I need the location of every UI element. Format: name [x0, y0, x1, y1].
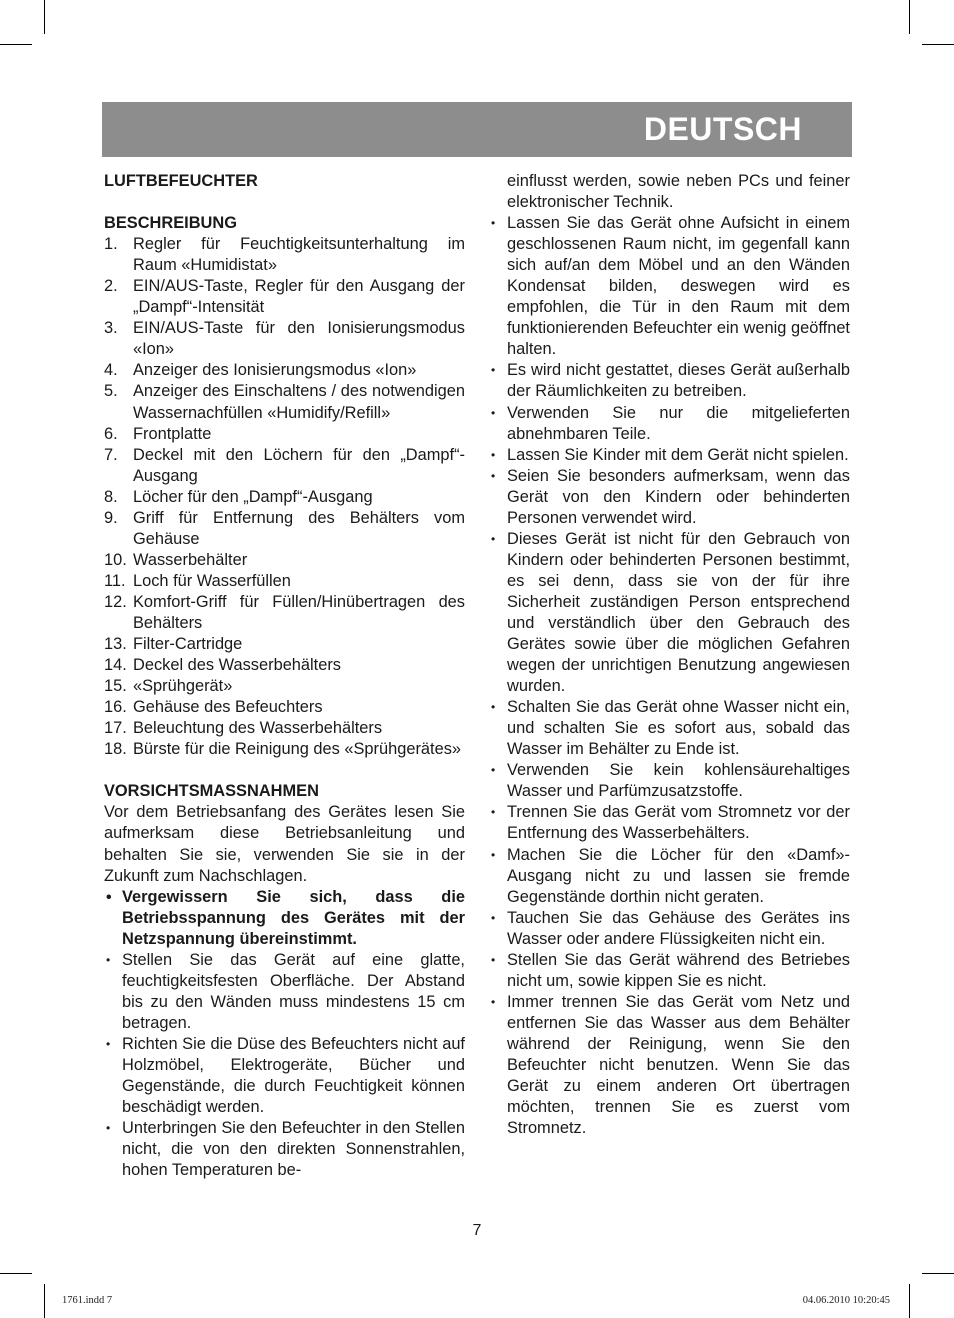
list-item	[489, 845, 850, 908]
list-item	[489, 213, 850, 360]
bullet-text: Lassen Sie Kinder mit dem Gerät nicht spielen.	[507, 445, 849, 464]
bullet-icon: •	[491, 805, 496, 820]
item-number: 11.	[104, 571, 126, 590]
precautions-intro: Vor dem Betriebsanfang des Gerätes lesen Sie aufmerksam diese Betriebsanleitung und behalten Sie sie, verwenden Sie sie in der Zukunft zum Nachschlagen.	[104, 803, 465, 885]
item-number: 18.	[104, 740, 127, 759]
item-number: 12.	[104, 592, 127, 611]
list-item	[104, 360, 465, 381]
crop-mark	[922, 1273, 954, 1274]
item-text: Bürste für die Reinigung des «Sprühgerätes»	[133, 740, 462, 759]
bullet-text: Seien Sie besonders aufmerksam, wenn das Gerät von den Kindern oder behinderten Personen verwendet wird.	[507, 466, 850, 527]
item-number: 10.	[104, 550, 127, 569]
bullet-icon: •	[491, 405, 496, 420]
crop-mark	[0, 1273, 32, 1274]
language-title: DEUTSCH	[643, 111, 802, 147]
bullet-icon: •	[491, 994, 496, 1009]
list-item	[489, 360, 850, 402]
item-text: Anzeiger des Ionisierungsmodus «Ion»	[133, 361, 417, 380]
item-number: 6.	[104, 424, 118, 443]
bullet-icon: •	[106, 1036, 111, 1051]
item-number: 16.	[104, 698, 127, 717]
bullet-text: Machen Sie die Löcher für den «Damf»-Ausgang nicht zu und lassen sie fremde Gegenstände dorthin nicht geraten.	[507, 845, 850, 906]
list-item	[489, 445, 850, 466]
list-item	[489, 403, 850, 445]
list-item	[104, 1118, 465, 1181]
bullet-text: Verwenden Sie kein kohlensäurehaltiges Wasser und Parfümzusatzstoffe.	[507, 761, 850, 801]
list-item	[489, 529, 850, 697]
item-number: 2.	[104, 277, 118, 296]
list-item	[489, 760, 850, 802]
list-item	[489, 697, 850, 760]
bullet-text: Richten Sie die Düse des Befeuchters nicht auf Holzmöbel, Elektrogeräte, Bücher und Gegenstände, die durch Feuchtigkeit können beschädigt werden.	[122, 1034, 465, 1117]
item-text: EIN/AUS-Taste, Regler für den Ausgang der „Dampf“-Intensität	[133, 277, 465, 317]
page-number: 7	[472, 1222, 482, 1239]
list-item	[489, 950, 850, 992]
item-number: 7.	[104, 445, 118, 464]
crop-mark	[44, 1284, 45, 1318]
item-number: 13.	[104, 635, 127, 654]
list-item	[104, 592, 465, 634]
bullet-text: Es wird nicht gestattet, dieses Gerät außerhalb der Räumlichkeiten zu betreiben.	[507, 361, 850, 401]
bullet-icon: •	[491, 216, 496, 231]
item-text: Beleuchtung des Wasserbehälters	[133, 719, 383, 738]
bullet-text: Stellen Sie das Gerät auf eine glatte, feuchtigkeitsfesten Oberfläche. Der Abstand bis zu den Wänden muss mindestens 15 cm betragen.	[122, 950, 465, 1032]
item-number: 15.	[104, 677, 127, 696]
list-item	[104, 1034, 465, 1118]
crop-mark	[44, 0, 45, 34]
bullet-icon: •	[491, 447, 496, 462]
bullet-icon: •	[106, 888, 112, 906]
list-item	[104, 487, 465, 508]
continuation-text: einflusst werden, sowie neben PCs und feiner elektronischer Technik.	[507, 172, 850, 212]
left-column	[104, 171, 465, 1181]
list-item	[489, 466, 850, 529]
bullet-text: Unterbringen Sie den Befeuchter in den Stellen nicht, die von den direkten Sonnenstrahlen, hohen Temperaturen be-	[122, 1119, 465, 1180]
list-item	[104, 950, 465, 1034]
list-item	[104, 234, 465, 276]
right-column	[489, 171, 850, 1139]
crop-mark	[909, 0, 910, 34]
item-text: Löcher für den „Dampf“-Ausgang	[133, 487, 373, 506]
item-text: Gehäuse des Befeuchters	[133, 698, 323, 717]
slug-filename: 1761.indd 7	[62, 1295, 113, 1306]
item-number: 8.	[104, 487, 118, 506]
item-text: Deckel des Wasserbehälters	[133, 656, 342, 675]
item-text: Komfort-Griff für Füllen/Hinübertragen des Behälters	[133, 592, 465, 632]
crop-mark	[909, 1284, 910, 1318]
bullet-text: Dieses Gerät ist nicht für den Gebrauch von Kindern oder behinderten Personen bestimmt, es sei denn, dass sie von der für ihre Sicherheit zuständigen Person entsprechend und verständlich über den Gebrauch des Gerätes sowie über die möglichen Gefahren wegen der unrichtigen Benutzung angewiesen wurden.	[507, 529, 850, 696]
bullet-icon: •	[491, 700, 496, 715]
bullet-text: Tauchen Sie das Gehäuse des Gerätes ins Wasser oder andere Flüssigkeiten nicht ein.	[507, 908, 850, 948]
bullet-icon: •	[106, 952, 111, 967]
item-text: Loch für Wasserfüllen	[133, 571, 291, 590]
bullet-icon: •	[491, 952, 496, 967]
list-item	[489, 992, 850, 1139]
bullet-text: Trennen Sie das Gerät vom Stromnetz vor der Entfernung des Wasserbehälters.	[507, 803, 850, 843]
list-item	[104, 381, 465, 423]
item-text: Frontplatte	[133, 424, 212, 443]
list-item	[104, 697, 465, 718]
list-item	[104, 445, 465, 487]
list-item	[104, 739, 465, 760]
bullet-text: Schalten Sie das Gerät ohne Wasser nicht ein, und schalten Sie es sofort aus, sobald das Wasser im Behälter zu Ende ist.	[507, 698, 850, 759]
bullet-icon: •	[491, 763, 496, 778]
precautions-heading: VORSICHTSMASSNAHMEN	[104, 782, 319, 801]
item-text: EIN/AUS-Taste für den Ionisierungsmodus «Ion»	[133, 319, 465, 359]
list-item	[104, 508, 465, 550]
list-item	[104, 655, 465, 676]
crop-mark	[0, 44, 32, 45]
list-item	[104, 318, 465, 360]
list-item	[104, 276, 465, 318]
precautions-list-left	[104, 950, 465, 1182]
crop-mark	[922, 44, 954, 45]
item-text: Wasserbehälter	[133, 550, 248, 569]
slug-timestamp: 04.06.2010 10:20:45	[802, 1295, 890, 1306]
list-item	[104, 550, 465, 571]
item-text: Regler für Feuchtigkeitsunterhaltung im Raum «Humidistat»	[133, 235, 465, 275]
bullet-icon: •	[491, 363, 496, 378]
list-item	[104, 424, 465, 445]
bullet-icon: •	[491, 531, 496, 546]
list-item	[104, 887, 465, 950]
bullet-icon: •	[491, 910, 496, 925]
item-number: 14.	[104, 656, 127, 675]
precautions-list-right	[489, 213, 850, 1139]
item-number: 4.	[104, 361, 118, 380]
item-text: Deckel mit den Löchern für den „Dampf“-Ausgang	[133, 445, 465, 485]
bullet-text: Verwenden Sie nur die mitgelieferten abnehmbaren Teile.	[507, 403, 850, 443]
item-text: Anzeiger des Einschaltens / des notwendigen Wassernachfüllen «Humidify/Refill»	[133, 382, 465, 422]
item-number: 5.	[104, 382, 118, 401]
item-number: 9.	[104, 508, 118, 527]
item-text: Filter-Cartridge	[133, 635, 243, 654]
description-heading: BESCHREIBUNG	[104, 214, 237, 233]
list-item	[104, 571, 465, 592]
list-item	[489, 908, 850, 950]
bullet-text: Immer trennen Sie das Gerät vom Netz und entfernen Sie das Wasser aus dem Behälter während der Reinigung, wenn Sie den Befeuchter nicht benutzen. Wenn Sie das Gerät zu einem anderen Ort übertragen möchten, trennen Sie es zuerst vom Stromnetz.	[507, 992, 850, 1138]
bullet-icon: •	[106, 1121, 111, 1136]
bullet-icon: •	[491, 847, 496, 862]
bullet-text: Stellen Sie das Gerät während des Betriebes nicht um, sowie kippen Sie es nicht.	[507, 950, 850, 990]
bullet-text: Vergewissern Sie sich, dass die Betriebsspannung des Gerätes mit der Netzspannung übereinstimmt.	[122, 887, 465, 948]
bullet-text: Lassen Sie das Gerät ohne Aufsicht in einem geschlossenen Raum nicht, im gegenfall kann sich auf/an dem Möbel und an den Wänden Kondensat bilden, deswegen wird es empfohlen, die Tür in den Raum mit dem funktionierenden Befeuchter ein wenig geöffnet halten.	[507, 214, 850, 359]
item-text: Griff für Entfernung des Behälters vom Gehäuse	[133, 508, 465, 548]
list-item	[104, 634, 465, 655]
language-header-bar	[102, 102, 852, 157]
item-number: 1.	[104, 235, 118, 254]
list-item	[104, 718, 465, 739]
bullet-icon: •	[491, 468, 496, 483]
item-text: «Sprühgerät»	[133, 677, 233, 696]
section-title: LUFTBEFEUCHTER	[104, 172, 258, 190]
list-item	[104, 676, 465, 697]
item-number: 3.	[104, 319, 118, 338]
list-item	[489, 802, 850, 844]
item-number: 17.	[104, 719, 127, 738]
description-list	[104, 234, 465, 760]
